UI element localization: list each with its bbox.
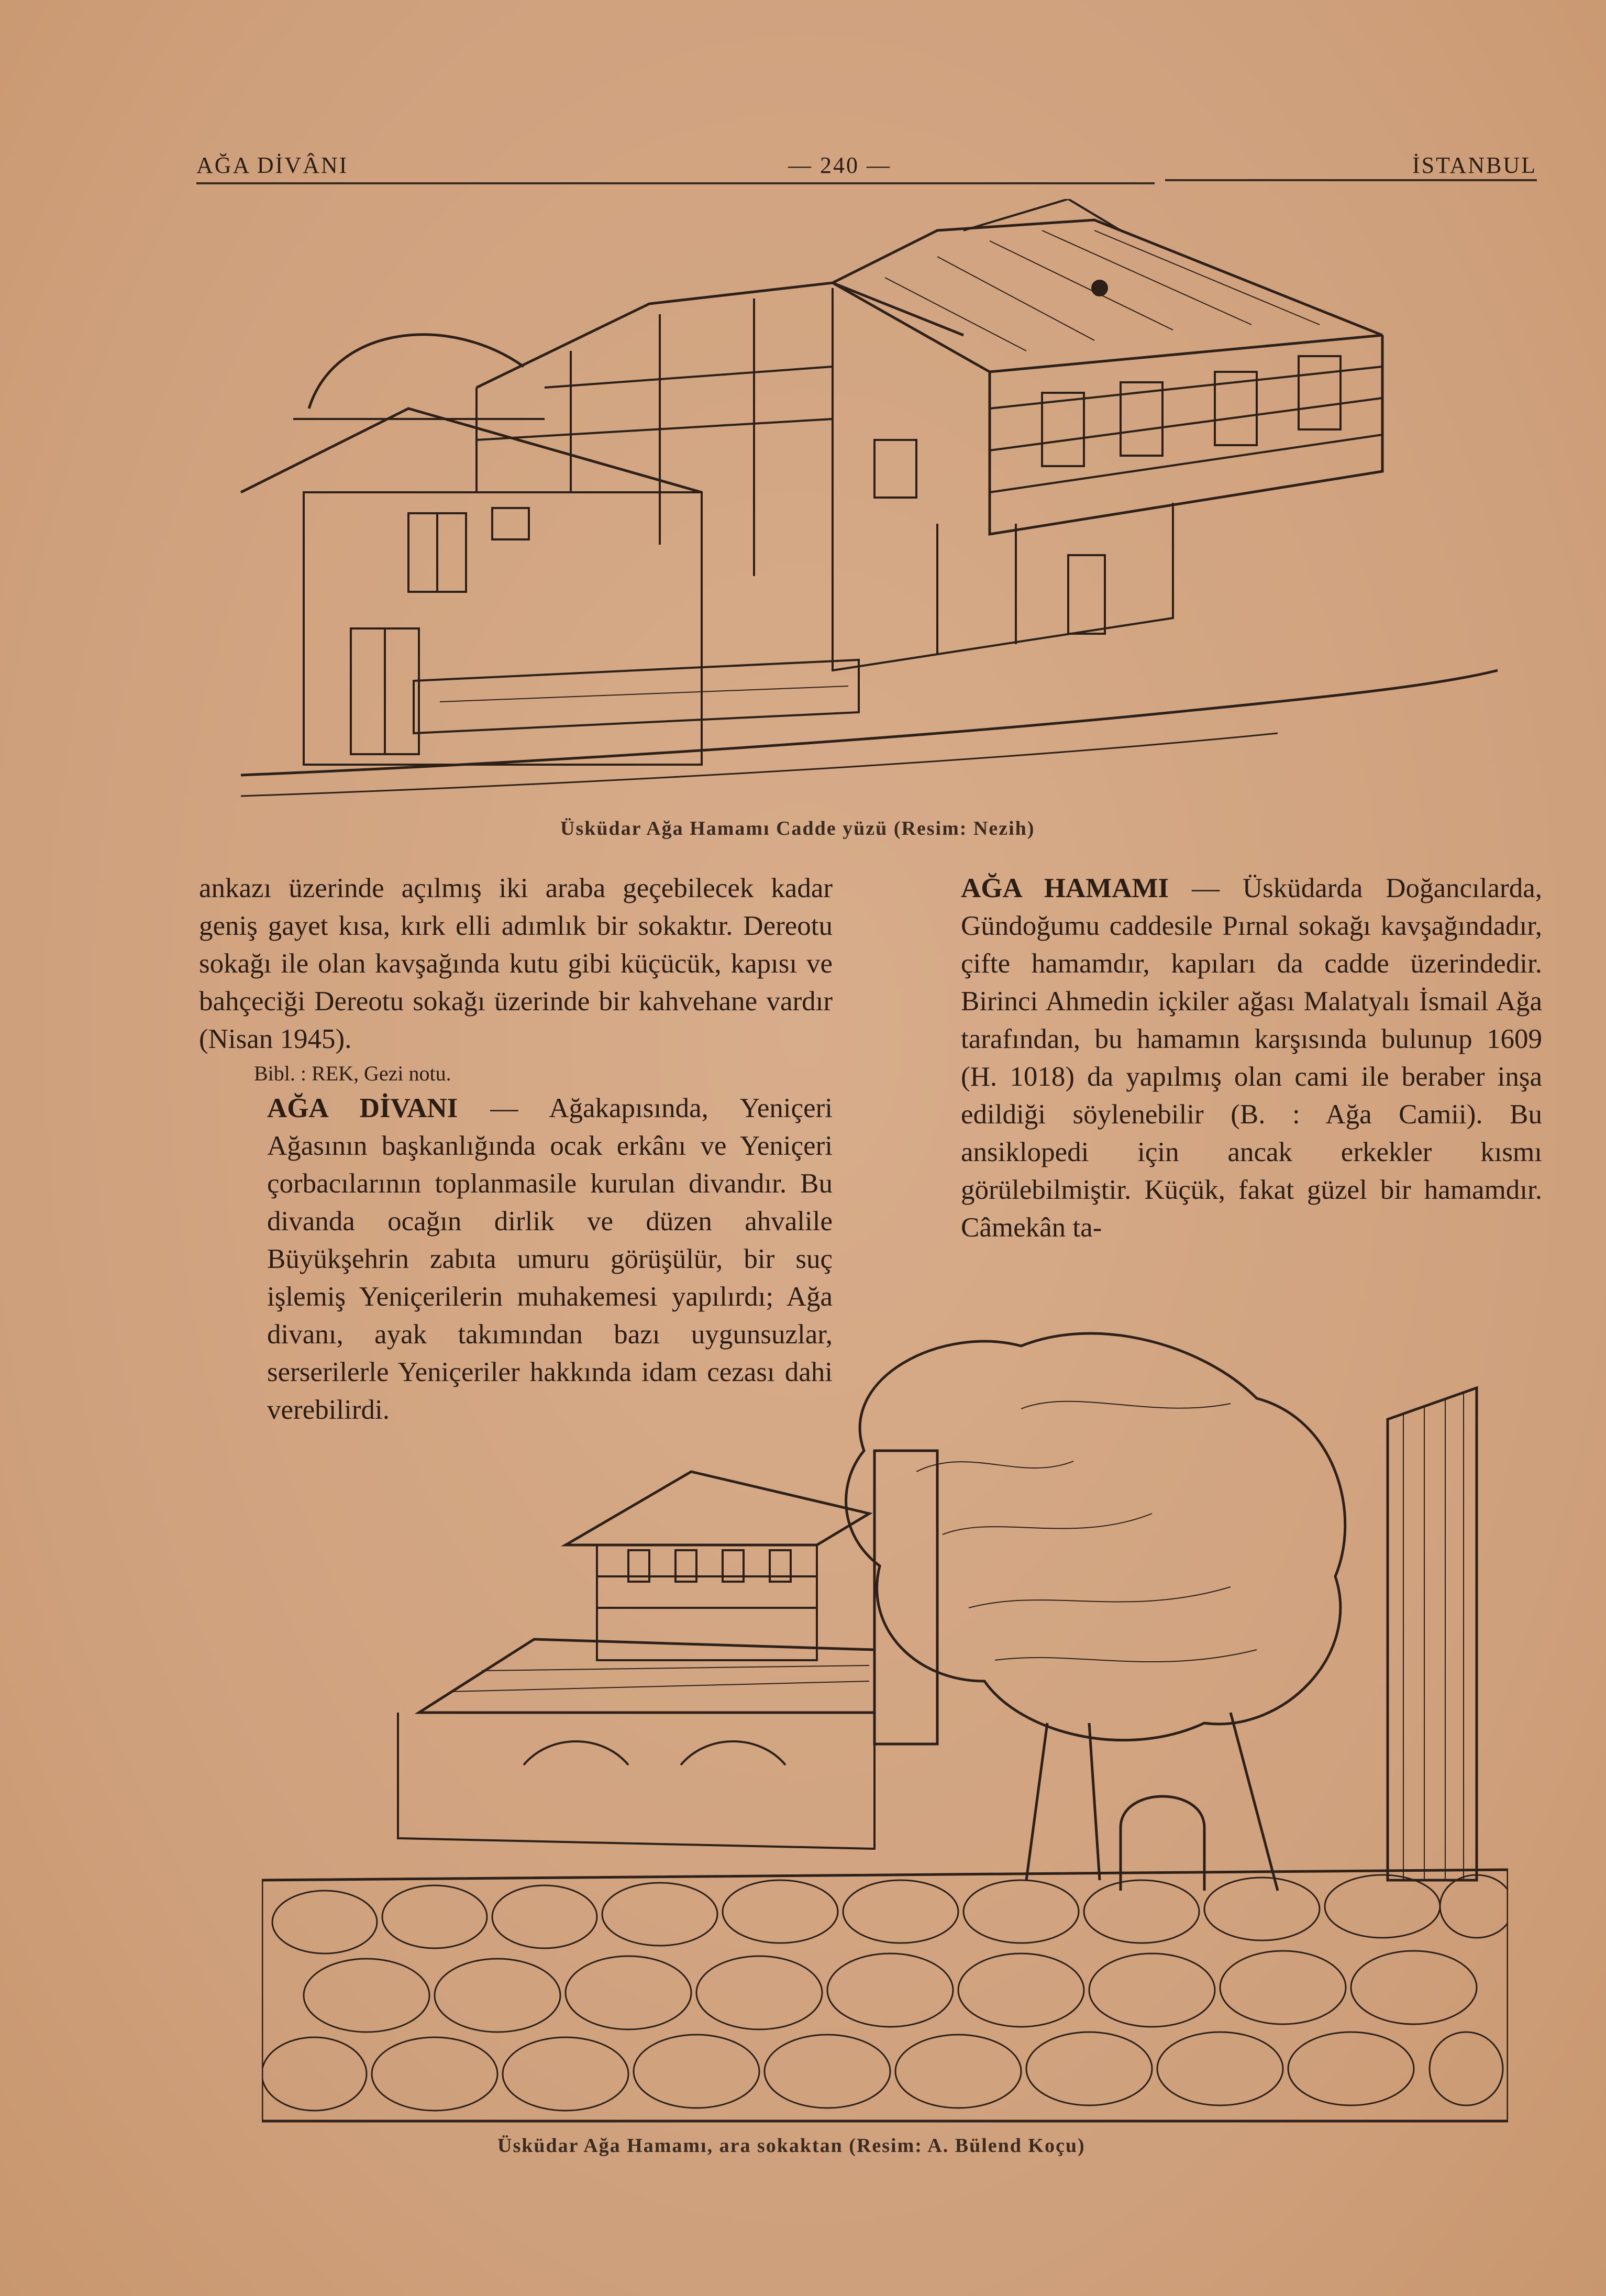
entry-title-aga-divani: AĞA DİVANI (267, 1093, 458, 1123)
entry-title-aga-hamami: AĞA HAMAMI (961, 873, 1169, 903)
header-volume-title: İSTANBUL (1412, 152, 1537, 178)
header-rule-right (1165, 179, 1537, 181)
entry-text-aga-divani: — Ağakapısında, Yeniçeri Ağasının başkanlığında ocak erkânı ve Yeniçeri çorbacılarının toplanmasile kurulan divandır. Bu divanda ocağın dirlik ve düzen ahvalile Büyükşehrin zabıta umuru görüşülür, bir suç işlemiş Yeniçerilerin muhakemesi yapılırdı; Ağa divanı, ayak takımından bazı uygunsuzlar, serserilerle Yeniçeriler hakkında idam cezası dahi verebilirdi. (267, 1093, 833, 1425)
figure-caption-2: Üsküdar Ağa Hamamı, ara sokaktan (Resim: A. Bülend Koçu) (497, 2135, 1086, 2157)
header-rule (196, 182, 1155, 184)
bibliography-note: Bibl. : REK, Gezi notu. (254, 1062, 451, 1085)
right-column (893, 869, 1542, 1246)
entry-aga-hamami (893, 869, 1542, 1246)
figure-caption-1: Üsküdar Ağa Hamamı Cadde yüzü (Resim: Nezih) (560, 818, 1035, 840)
bathhouse-street-illustration (230, 199, 1508, 817)
entry-text-aga-hamami: — Üsküdarda Doğancılarda, Gündoğumu caddesile Pırnal sokağı kavşağındadır, çifte hamamdır, kapıları da cadde üzerindedir. Birinci Ahmedin içkiler ağası Malatyalı İsmail Ağa tarafından, bu hamamın karşısında bulunup 1609 (H. 1018) da yapılmış olan cami ile beraber inşa edildiği söylenebilir (B. : Ağa Camii). Bu ansiklopedi için ancak erkekler kısmı görülebilmiştir. Küçük, fakat güzel bir hamamdır. Câmekân ta- (961, 873, 1542, 1243)
running-header (196, 137, 1537, 184)
continued-paragraph: ankazı üzerinde açılmış iki araba geçebilecek kadar geniş gayet kısa, kırk elli adımlık bir sokaktır. Dereotu sokağı ile olan kavşağında kutu gibi küçücük, kapısı ve bahçeciği Dereotu sokağı üzerinde bir kahvehane vardır (Nisan 1945). (199, 873, 833, 1054)
page-number: — 240 — (788, 152, 891, 178)
bathhouse-side-street-illustration (262, 1315, 1508, 2132)
header-section-title: AĞA DİVÂNI (196, 152, 349, 178)
